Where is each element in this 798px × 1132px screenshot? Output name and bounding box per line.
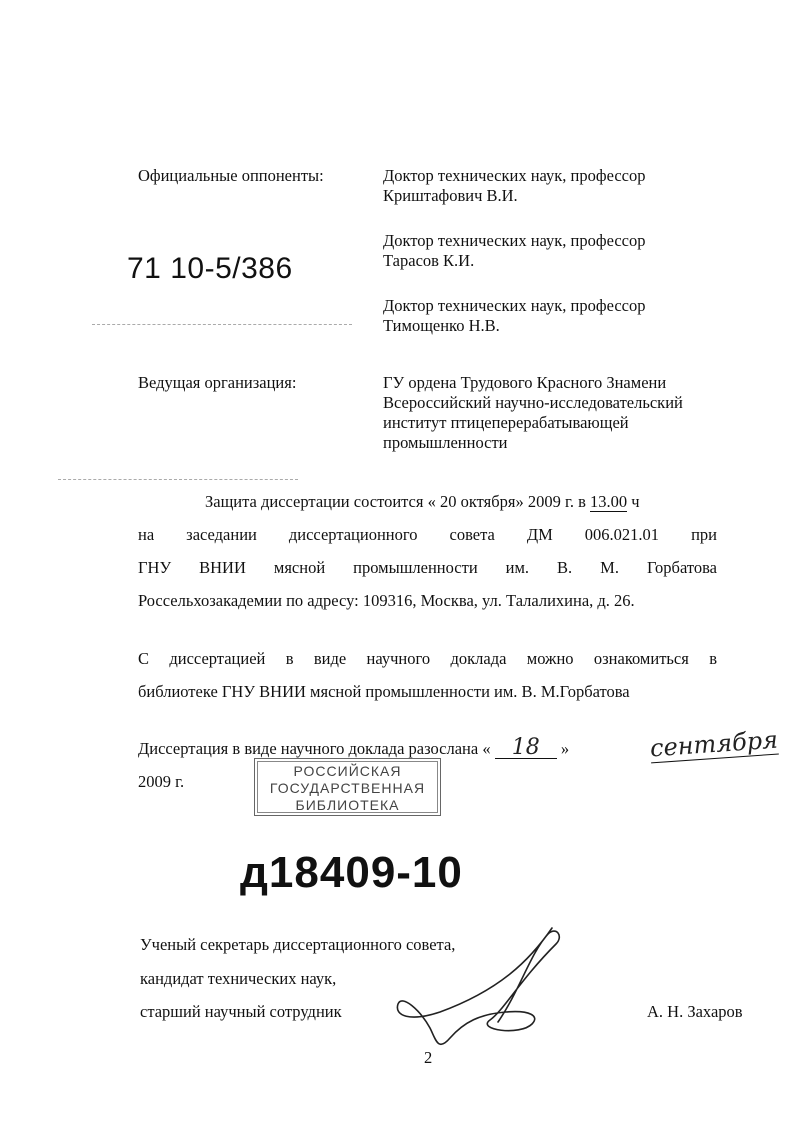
library-stamp-line: ГОСУДАРСТВЕННАЯ — [269, 780, 426, 796]
lead-org-label: Ведущая организация: — [138, 373, 297, 392]
opponent-degree: Доктор технических наук, профессор — [383, 296, 646, 315]
secretary-line-2: кандидат технических наук, — [140, 969, 337, 988]
secretary-name: А. Н. Захаров — [647, 1002, 743, 1021]
lead-org-line: ГУ ордена Трудового Красного Знамени — [383, 373, 667, 392]
opponents-label: Официальные оппоненты: — [138, 166, 324, 185]
defense-text: Защита диссертации состоится « 20 октября» 2009 г. в — [205, 492, 591, 511]
sent-line — [138, 735, 570, 760]
defense-time: 13.00 — [590, 492, 628, 511]
library-line-1: С диссертацией в виде научного доклада можно ознакомиться в — [138, 649, 717, 668]
library-stamp-line: БИБЛИОТЕКА — [295, 797, 400, 813]
opponent-1 — [383, 166, 645, 206]
sent-close: » — [560, 739, 570, 758]
secretary-line-3: старший научный сотрудник — [140, 1002, 342, 1021]
stamp-number: 71 10-5/386 — [127, 252, 293, 285]
opponent-name: Криштафович В.И. — [383, 186, 518, 205]
divider — [58, 479, 298, 480]
opponent-name: Тарасов К.И. — [383, 251, 475, 270]
defense-line-4: Россельхозакадемии по адресу: 109316, Москва, ул. Талалихина, д. 26. — [138, 591, 635, 610]
opponent-3 — [383, 296, 645, 336]
library-line-2: библиотеке ГНУ ВНИИ мясной промышленности им. В. М.Горбатова — [138, 682, 630, 701]
opponent-name: Тимощенко Н.В. — [383, 316, 500, 335]
opponent-degree: Доктор технических наук, профессор — [383, 166, 646, 185]
sent-day: 18 — [495, 738, 557, 759]
defense-line-1 — [205, 492, 640, 512]
signature — [380, 920, 580, 1060]
divider — [92, 324, 352, 325]
sent-text: Диссертация в виде научного доклада разослана « — [138, 739, 491, 758]
sent-month: сентября — [649, 725, 779, 763]
defense-line-2: на заседании диссертационного совета ДМ 006.021.01 при — [138, 525, 717, 544]
lead-org-line: институт птицеперерабатывающей — [383, 413, 629, 432]
defense-line-3: ГНУ ВНИИ мясной промышленности им. В. М. Горбатова — [138, 558, 717, 577]
library-stamp — [254, 758, 441, 816]
secretary-line-1: Ученый секретарь диссертационного совета, — [140, 935, 456, 954]
lead-org-line: Всероссийский научно-исследовательский — [383, 393, 683, 412]
sent-year: 2009 г. — [138, 772, 185, 791]
lead-org-text — [383, 373, 683, 453]
opponent-2 — [383, 231, 645, 271]
library-stamp-line: РОССИЙСКАЯ — [293, 763, 402, 779]
lead-org-line: промышленности — [383, 433, 508, 452]
defense-text: ч — [627, 492, 640, 511]
opponent-degree: Доктор технических наук, профессор — [383, 231, 646, 250]
catalog-code: д18409-10 — [240, 848, 463, 897]
page-number: 2 — [424, 1048, 433, 1067]
